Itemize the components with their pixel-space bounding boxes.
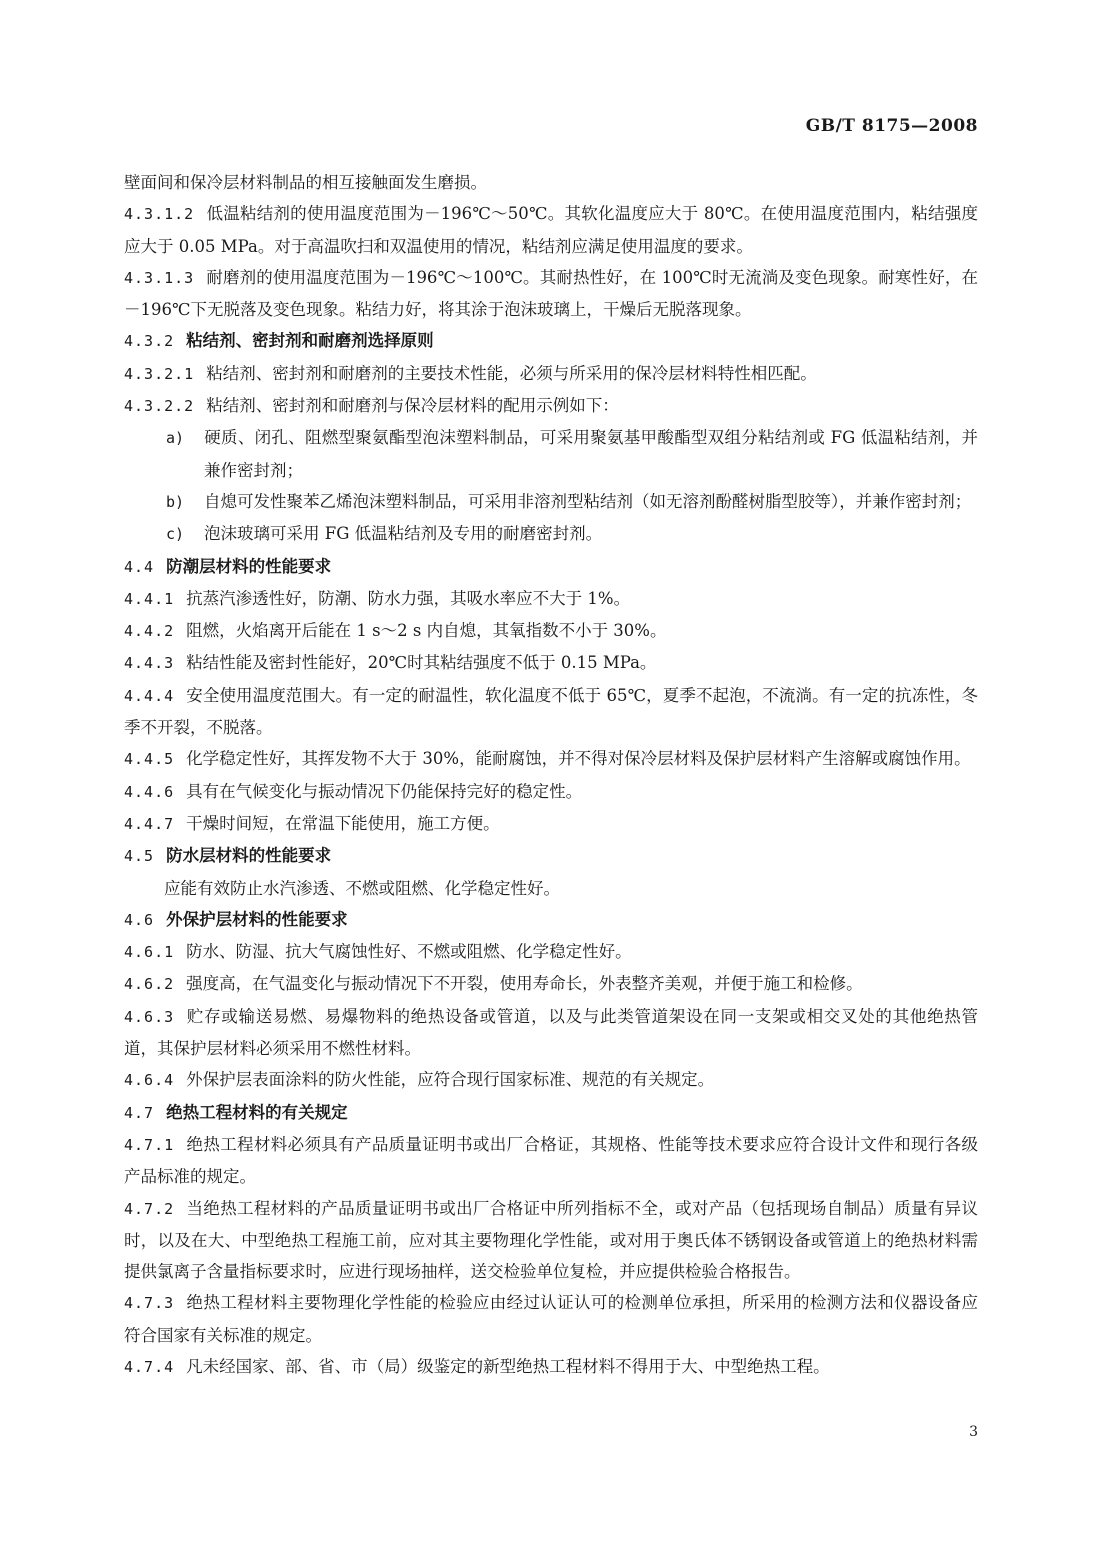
clause-text: 抗蒸汽渗透性好，防潮、防水力强，其吸水率应不大于 1%。 [186, 588, 631, 608]
paragraph [124, 1287, 978, 1351]
clause-text: 绝热工程材料主要物理化学性能的检验应由经过认证认可的检测单位承担，所采用的检测方法和仪器设备应符合国家有关标准的规定。 [124, 1293, 978, 1345]
clause-text: 壁面间和保冷层材料制品的相互接触面发生磨损。 [124, 173, 487, 192]
document-body [124, 167, 978, 1383]
clause-number: 4.4.3 [124, 654, 175, 673]
clause-text: 绝热工程材料的有关规定 [166, 1102, 348, 1122]
section-heading [124, 551, 978, 583]
clause-text: 强度高，在气温变化与振动情况下不开裂，使用寿命长，外表整齐美观，并便于施工和检修。 [186, 974, 863, 994]
paragraph [124, 1001, 978, 1065]
clause-number: 4.4.7 [124, 814, 175, 833]
clause-text: 外保护层表面涂料的防火性能，应符合现行国家标准、规范的有关规定。 [186, 1070, 715, 1090]
clause-number: 4.6.1 [124, 943, 175, 962]
paragraph [124, 262, 978, 326]
clause-number: 4.7.2 [124, 1199, 175, 1218]
paragraph [124, 583, 978, 615]
paragraph [124, 1129, 978, 1193]
clause-number: 4.5 [124, 847, 155, 866]
paragraph [124, 968, 978, 1000]
clause-text: 凡未经国家、部、省、市（局）级鉴定的新型绝热工程材料不得用于大、中型绝热工程。 [186, 1356, 830, 1376]
list-marker: c) [166, 525, 185, 544]
clause-text: 耐磨剂的使用温度范围为－196℃～100℃。其耐热性好，在 100℃时无流淌及变色现象。耐寒性好，在－196℃下无脱落及变色现象。粘结力好，将其涂于泡沫玻璃上，干燥后无脱落现象。 [124, 267, 978, 320]
clause-number: 4.4.5 [124, 750, 175, 769]
clause-text: 绝热工程材料必须具有产品质量证明书或出厂合格证，其规格、性能等技术要求应符合设计文件和现行各级产品标准的规定。 [124, 1134, 978, 1187]
clause-text: 阻燃，火焰离开后能在 1 s～2 s 内自熄，其氧指数不小于 30%。 [186, 621, 667, 641]
clause-number: 4.4 [124, 557, 155, 576]
clause-text: 粘结剂、密封剂和耐磨剂与保冷层材料的配用示例如下： [206, 396, 619, 416]
paragraph [124, 390, 978, 422]
clause-number: 4.7.4 [124, 1357, 175, 1376]
clause-text: 安全使用温度范围大。有一定的耐温性，软化温度不低于 65℃，夏季不起泡，不流淌。有一定的抗冻性，冬季不开裂，不脱落。 [124, 685, 978, 738]
clause-number: 4.3.2.1 [124, 364, 195, 383]
paragraph [124, 776, 978, 808]
clause-number: 4.4.1 [124, 589, 175, 608]
clause-number: 4.4.2 [124, 622, 175, 641]
paragraph [124, 1064, 978, 1096]
clause-number: 4.6 [124, 910, 155, 929]
paragraph [124, 808, 978, 840]
clause-text: 泡沫玻璃可采用 FG 低温粘结剂及专用的耐磨密封剂。 [204, 524, 603, 544]
clause-text: 外保护层材料的性能要求 [166, 909, 348, 929]
clause-number: 4.6.3 [124, 1007, 175, 1026]
paragraph [124, 358, 978, 390]
section-heading [124, 840, 978, 872]
clause-text: 低温粘结剂的使用温度范围为－196℃～50℃。其软化温度应大于 80℃。在使用温度范围内，粘结强度应大于 0.05 MPa。对于高温吹扫和双温使用的情况，粘结剂应满足使用温度的要求。 [124, 204, 978, 256]
clause-text: 化学稳定性好，其挥发物不大于 30%，能耐腐蚀，并不得对保冷层材料及保护层材料产生溶解或腐蚀作用。 [186, 749, 971, 769]
paragraph [124, 198, 978, 262]
clause-number: 4.4.4 [124, 686, 175, 705]
clause-number: 4.7 [124, 1103, 155, 1122]
clause-number: 4.3.1.3 [124, 268, 195, 287]
paragraph [124, 167, 978, 198]
paragraph [124, 647, 978, 679]
clause-text: 当绝热工程材料的产品质量证明书或出厂合格证中所列指标不全，或对产品（包括现场自制品）质量有异议时，以及在大、中型绝热工程施工前，应对其主要物理化学性能，或对用于奥氏体不锈钢设备或管道上的绝热材料需提供氯离子含量指标要求时，应进行现场抽样，送交检验单位复检，并应提供检验合格报告。 [124, 1198, 978, 1282]
section-heading [124, 904, 978, 936]
section-heading [124, 1097, 978, 1129]
paragraph [124, 1351, 978, 1383]
clause-number: 4.3.1.2 [124, 205, 195, 224]
paragraph [124, 743, 978, 775]
clause-text: 防水层材料的性能要求 [166, 846, 332, 866]
list-marker: a) [166, 429, 185, 448]
clause-number: 4.3.2.2 [124, 397, 195, 416]
clause-text: 贮存或输送易燃、易爆物料的绝热设备或管道，以及与此类管道架设在同一支架或相交叉处的其他绝热管道，其保护层材料必须采用不燃性材料。 [124, 1006, 978, 1059]
paragraph [124, 936, 978, 968]
section-heading [124, 325, 978, 357]
clause-text: 粘结剂、密封剂和耐磨剂的主要技术性能，必须与所采用的保冷层材料特性相匹配。 [206, 363, 817, 383]
clause-number: 4.6.2 [124, 975, 175, 994]
paragraph [124, 1193, 978, 1288]
clause-text: 具有在气候变化与振动情况下仍能保持完好的稳定性。 [186, 781, 583, 801]
clause-text: 干燥时间短，在常温下能使用，施工方便。 [186, 813, 500, 833]
clause-text: 防潮层材料的性能要求 [166, 556, 332, 576]
clause-number: 4.3.2 [124, 332, 175, 351]
list-item [124, 486, 978, 518]
clause-text: 自熄可发性聚苯乙烯泡沫塑料制品，可采用非溶剂型粘结剂（如无溶剂酚醛树脂型胶等），并兼作密封剂； [204, 491, 972, 511]
clause-text: 硬质、闭孔、阻燃型聚氨酯型泡沫塑料制品，可采用聚氨基甲酸酯型双组分粘结剂或 FG 低温粘结剂，并兼作密封剂； [204, 428, 978, 480]
paragraph [124, 873, 978, 904]
list-item [124, 422, 978, 486]
clause-number: 4.7.3 [124, 1294, 175, 1313]
clause-number: 4.7.1 [124, 1135, 175, 1154]
clause-text: 防水、防湿、抗大气腐蚀性好、不燃或阻燃、化学稳定性好。 [186, 942, 632, 962]
standard-code: GB/T 8175—2008 [805, 116, 978, 136]
paragraph [124, 680, 978, 744]
list-item [124, 518, 978, 550]
clause-text: 粘结性能及密封性能好，20℃时其粘结强度不低于 0.15 MPa。 [186, 653, 657, 673]
page-number: 3 [969, 1424, 978, 1440]
clause-number: 4.4.6 [124, 782, 175, 801]
paragraph [124, 615, 978, 647]
list-marker: b) [166, 492, 185, 511]
clause-text: 粘结剂、密封剂和耐磨剂选择原则 [186, 331, 434, 351]
clause-number: 4.6.4 [124, 1071, 175, 1090]
clause-text: 应能有效防止水汽渗透、不燃或阻燃、化学稳定性好。 [164, 878, 560, 898]
